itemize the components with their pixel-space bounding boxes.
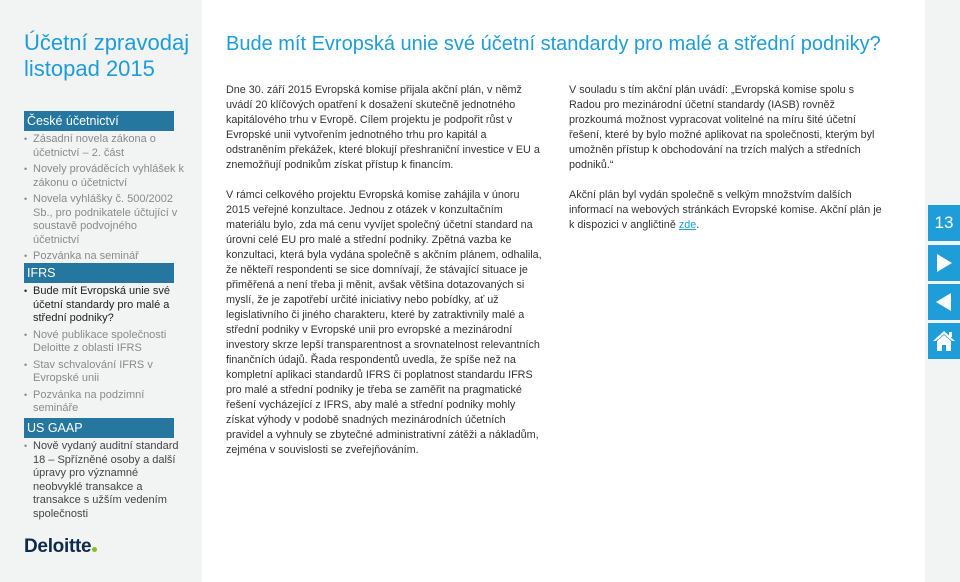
previous-page-button[interactable] xyxy=(928,284,960,320)
paragraph-text: Akční plán byl vydán společně s velkým množstvím dalších informací na webových stránkách Evropské komise. Akční plán je k dispozici v angličtině xyxy=(569,189,882,231)
home-icon xyxy=(932,330,956,352)
nav-item[interactable]: • Pozvánka na podzimní semináře xyxy=(24,389,184,416)
article-title: Bude mít Evropská unie své účetní standardy pro malé a střední podniky? xyxy=(226,33,881,55)
nav-item[interactable]: • Novely prováděcích vyhlášek k zákonu o účetnictví xyxy=(24,163,184,190)
nav-item[interactable]: • Nové publikace společnosti Deloitte z oblasti IFRS xyxy=(24,329,184,356)
page-number: 13 xyxy=(928,205,960,241)
publication-name: Účetní zpravodaj xyxy=(24,30,190,55)
section-header-czech-accounting[interactable]: České účetnictví xyxy=(24,111,174,131)
nav-item[interactable]: • Novela vyhlášky č. 500/2002 Sb., pro podnikatele účtující v soustavě podvojného účetnictví xyxy=(24,193,184,247)
nav-list-ifrs xyxy=(24,285,184,416)
nav-item-active[interactable]: • Bude mít Evropská unie své účetní standardy pro malé a střední podniky? xyxy=(24,285,184,326)
nav-item[interactable]: • Stav schvalování IFRS v Evropské unii xyxy=(24,359,184,386)
publication-date: listopad 2015 xyxy=(24,56,155,81)
sidebar xyxy=(0,0,202,582)
next-page-button[interactable] xyxy=(928,245,960,281)
article-paragraph xyxy=(569,188,887,233)
article-paragraph: Dne 30. září 2015 Evropská komise přijala akční plán, v němž uvádí 20 klíčových opatření k dosažení skutečně jednotného kapitálového trhu v Evropě. Cílem projektu je podpořit růst v Evropské unii vytvořením jednotného trhu pro kapitál a odstraněním překážek, které blokují přeshraniční investice v EU a znemožňují podnikům získat přístup k financím. xyxy=(226,84,540,171)
paragraph-end: . xyxy=(696,219,700,231)
article-column-left xyxy=(226,83,542,473)
nav-list-us-gaap xyxy=(24,440,184,521)
article-column-right xyxy=(569,83,887,248)
nav-item[interactable]: • Pozvánka na seminář xyxy=(24,250,184,264)
section-header-ifrs[interactable]: IFRS xyxy=(24,263,174,283)
action-plan-link[interactable]: zde xyxy=(678,219,697,231)
publication-title xyxy=(24,30,189,82)
logo-dot xyxy=(92,547,97,552)
deloitte-logo[interactable] xyxy=(24,536,97,558)
nav-item[interactable]: • Zásadní novela zákona o účetnictví – 2. část xyxy=(24,133,184,160)
nav-item[interactable]: • Nově vydaný auditní standard 18 – Spřízněné osoby a další úpravy pro významné neobvyklé transakce a transakce s užším vedením společnosti xyxy=(24,440,184,521)
play-left-icon xyxy=(936,293,952,311)
nav-list-czech-accounting xyxy=(24,133,184,264)
article-paragraph: V souladu s tím akční plán uvádí: „Evropská komise spolu s Radou pro mezinárodní účetní standardy (IASB) rovněž prozkoumá možnost vypracovat volitelné na míru šité účetní řešení, které by bylo možné aplikovat na společnosti, kterým byl umožněn přístup k obchodování na trzích malých a středních podniků.“ xyxy=(569,84,875,171)
logo-text: Deloitte xyxy=(24,536,92,557)
section-header-us-gaap[interactable]: US GAAP xyxy=(24,418,174,438)
article-paragraph: V rámci celkového projektu Evropská komise zahájila v únoru 2015 veřejné konzultace. Jednou z otázek v konzultačním materiálu bylo, zda má cenu vyvíjet společný účetní standard na úrovni celé EU pro malé a střední podniky. Zpětná vazba ke konzultaci, která byla vydána společně s akčním plánem, odhalila, že někteří respondenti se sice domnívají, že stávající situace je přiměřená a není třeba ji měnit, avšak většina dotazovaných si myslí, že je zapotřebí určité iniciativy nebo pobídky, ať už legislativního či jiného charakteru, které by zatraktivnily malé a střední podniky v Evropské unii pro evropské a mezinárodní investory skrze lepší transparentnost a srovnatelnost relevantních finančních údajů. Řada respondentů uvedla, že spíše než na kompletní aplikaci standardů IFRS či poplatnost standardu IFRS pro malé a střední podniky je třeba se zaměřit na pragmatické řešení vycházející z IFRS, aby malé a střední podniky mohly získat výhody v podobě snadných mezinárodních účetních pravidel a vyhnuly se zbytečné administrativní zátěži a nákladům, zejména v souvislosti se zveřejňováním. xyxy=(226,189,542,456)
play-right-icon xyxy=(936,254,952,272)
home-button[interactable] xyxy=(928,323,960,359)
